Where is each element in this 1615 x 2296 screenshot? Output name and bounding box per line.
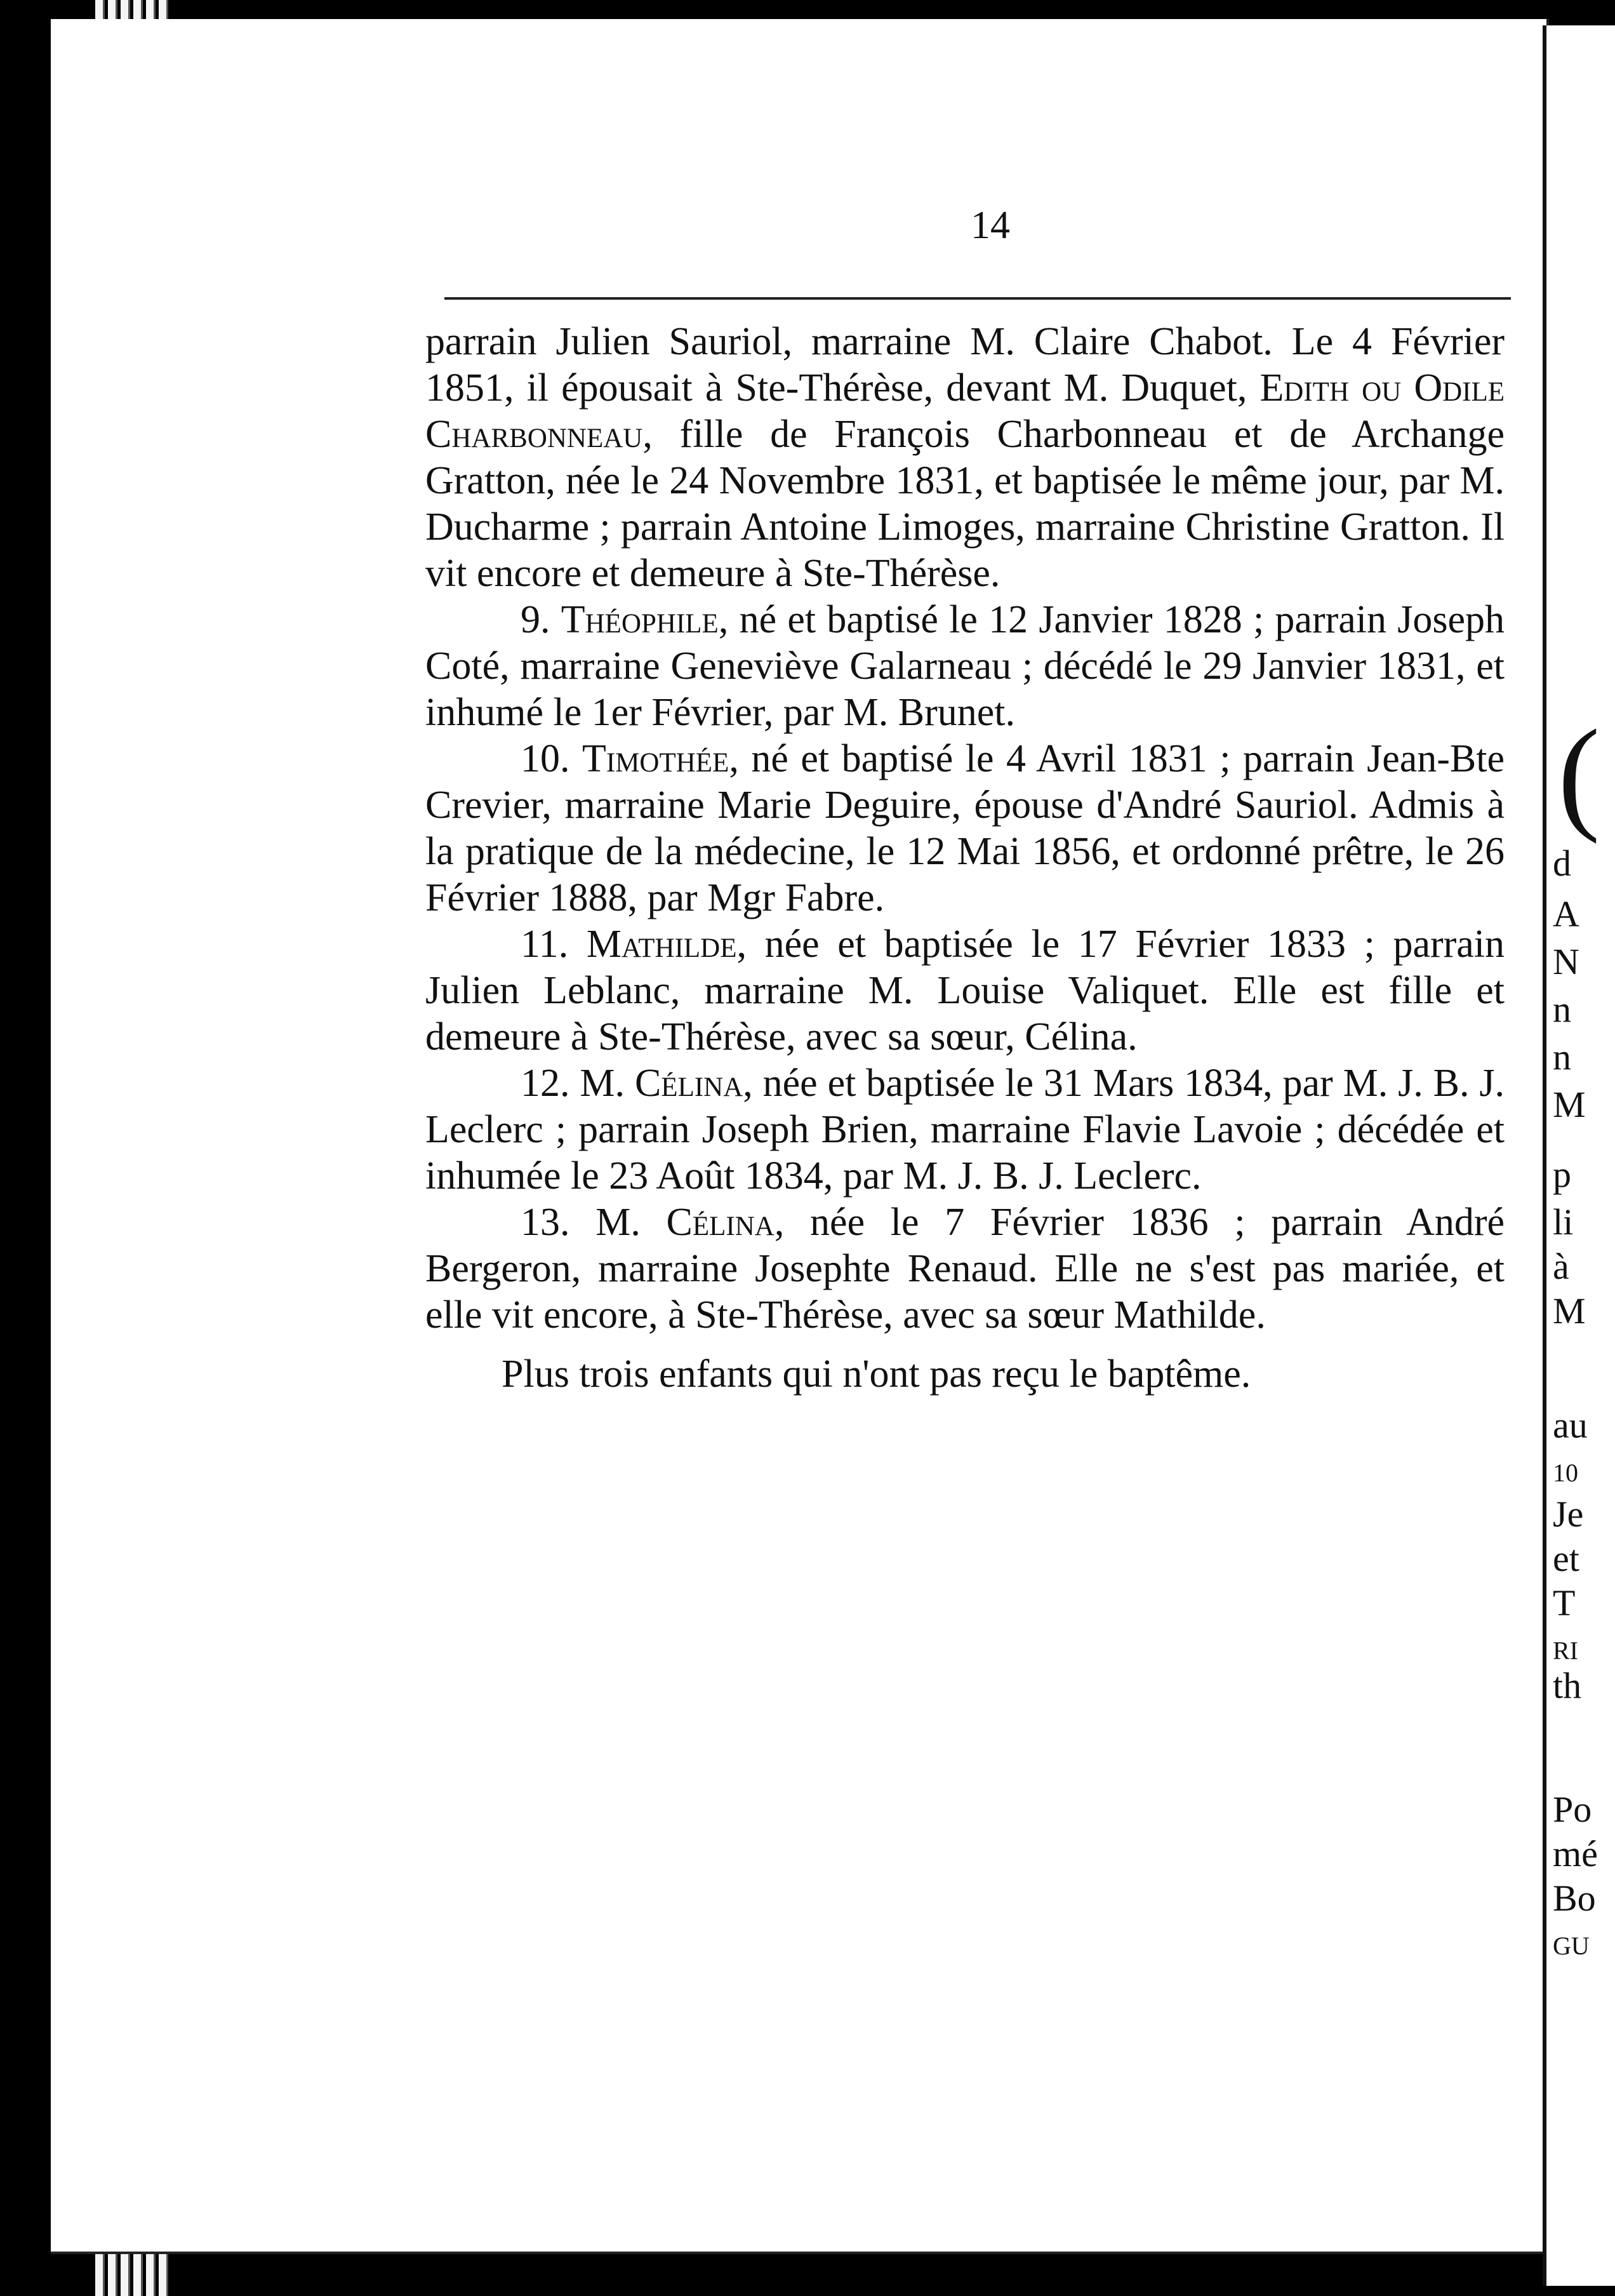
paragraph-continuation: parrain Julien Sauriol, marraine M. Claire Chabot. Le 4 Février 1851, il épousait à Ste-Thérèse, devant M. Duquet, Edith ou Odile Charbonneau, fille de François Charbonneau et de Archange Gratton, née le 24 Novembre 1831, et baptisée le même jour, par M. Ducharme ; parrain Antoine Limoges, marraine Christine Gratton. Il vit encore et demeure à Ste-Thérèse. (425, 320, 1505, 595)
fragment-text: mé (1553, 1833, 1598, 1874)
entry-9: 9. Théophile, né et baptisé le 12 Janvier 1828 ; parrain Joseph Coté, marraine Geneviève Galarneau ; décédé le 29 Janvier 1831, et inhumé le 1er Février, par M. Brunet. (425, 598, 1505, 734)
fragment-text: RI (1553, 1636, 1578, 1665)
fragment-text: A (1553, 893, 1579, 935)
book-page (51, 19, 1549, 2254)
fragment-text: N (1553, 941, 1579, 982)
child-name: Mathilde (586, 923, 737, 966)
fragment-text: à (1553, 1246, 1569, 1287)
child-name: Timothée (582, 737, 729, 780)
entry-11: 11. Mathilde, née et baptisée le 17 Février 1833 ; parrain Julien Leblanc, marraine M. Louise Valiquet. Elle est fille et demeure à Ste-Thérèse, avec sa sœur, Célina. (425, 923, 1505, 1058)
fragment-text: d (1553, 843, 1571, 884)
child-name: Célina (666, 1201, 774, 1244)
entry-10: 10. Timothée, né et baptisé le 4 Avril 1831 ; parrain Jean-Bte Crevier, marraine Marie Deguire, épouse d'André Sauriol. Admis à la pratique de la médecine, le 12 Mai 1856, et ordonné prêtre, le 26 Février 1888, par Mgr Fabre. (425, 737, 1505, 919)
fragment-text: M (1553, 1290, 1586, 1332)
header-rule (444, 297, 1511, 300)
child-name: Théophile (561, 598, 719, 641)
closing-line: Plus trois enfants qui n'ont pas reçu le baptême. (502, 1352, 1251, 1396)
spouse-name: Edith ou Odile Charbonneau (425, 366, 1505, 456)
entry-13: 13. M. Célina, née le 7 Février 1836 ; parrain André Bergeron, marraine Josephte Renaud. Elle ne s'est pas mariée, et elle vit encore, à Ste-Thérèse, avec sa sœur Mathilde. (425, 1201, 1505, 1337)
page-number: 14 (971, 204, 1010, 247)
fragment-text: th (1553, 1665, 1582, 1706)
fragment-text: GU (1553, 1932, 1590, 1960)
fragment-text: n (1553, 989, 1571, 1030)
fragment-text: Je (1553, 1493, 1584, 1535)
fragment-text: Bo (1553, 1878, 1596, 1919)
fragment-text: li (1553, 1201, 1574, 1243)
fragment-text: et (1553, 1538, 1579, 1579)
page-body (425, 319, 1505, 1398)
entry-12: 12. M. Célina, née et baptisée le 31 Mars 1834, par M. J. B. J. Leclerc ; parrain Joseph Brien, marraine Flavie Lavoie ; décédée et inhumée le 23 Août 1834, par M. J. B. J. Leclerc. (425, 1062, 1505, 1198)
fragment-text: Po (1553, 1789, 1592, 1830)
fragment-text: n (1553, 1036, 1571, 1078)
fragment-text: T (1553, 1582, 1576, 1624)
fragment-text: 10 (1553, 1458, 1578, 1487)
next-page-fragment (1543, 25, 1615, 2286)
fragment-text: au (1553, 1405, 1588, 1446)
fragment-text: M (1553, 1084, 1586, 1125)
fragment-text: p (1553, 1154, 1571, 1195)
child-name: Célina (634, 1062, 743, 1105)
fragment-text: ( (1558, 704, 1600, 844)
